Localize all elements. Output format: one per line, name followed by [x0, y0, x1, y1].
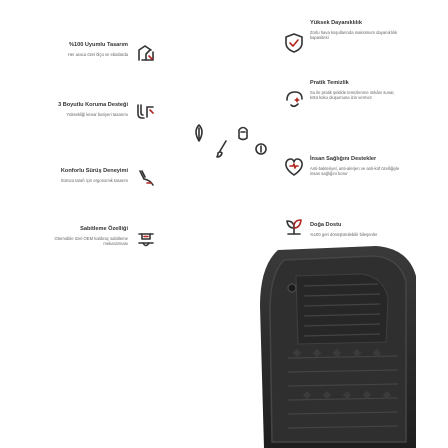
paw-icon — [236, 124, 250, 142]
right-feature-3-desc: Anti-bakteriyel, anti-alerjen ve anti-küf özelliğiyle insan sağlığını korur — [310, 166, 400, 177]
pen-ruler-icon — [136, 43, 156, 63]
left-feature-1-title: %100 Uyumlu Tasarım — [69, 42, 128, 48]
left-feature-4 — [44, 226, 128, 246]
right-feature-2-desc: Su ile pratik şekilde temizlenme imkânı sunar, kötü koku oluşumuna izin vermez — [310, 90, 395, 101]
durability-shield-icon — [283, 32, 305, 54]
left-feature-3 — [44, 168, 128, 183]
right-feature-1 — [310, 20, 402, 40]
car-floor-mat-image — [258, 246, 418, 448]
left-feature-4-title: Sabitleme Özelliği — [80, 226, 128, 232]
left-feature-3-desc: Sürücü tarafı için ergonomik tasarım — [60, 178, 128, 183]
right-feature-1-title: Yüksek Dayanıklılık — [310, 20, 362, 26]
right-feature-4-desc: %100 geri dönüştürülebilir bileşenler — [310, 232, 378, 237]
right-feature-4 — [310, 222, 402, 237]
right-feature-2-title: Pratik Temizlik — [310, 80, 349, 86]
right-feature-1-desc: Zorlu hava koşullarında maksimum dayanıklılık kapasitesi — [310, 30, 398, 41]
right-feature-3-title: İnsan Sağlığını Destekler — [310, 156, 377, 162]
recycle-eco-icon — [283, 216, 305, 238]
left-feature-3-title: Konforlu Sürüş Deneyimi — [60, 168, 128, 174]
left-feature-4-desc: Otomobile özel OEM kaldıraç sabitleme mekanizması — [54, 236, 128, 247]
left-feature-2-desc: Yüksekliği kenar bariyeri tasarımı — [66, 112, 128, 117]
right-feature-3 — [310, 156, 402, 176]
left-feature-1 — [44, 42, 128, 57]
left-feature-2-title: 3 Boyutlu Koruma Desteği — [58, 102, 128, 108]
clean-sparkle-icon — [283, 88, 305, 110]
left-feature-1-desc: Her araca özel ölçü ve ebatlarda — [67, 52, 128, 57]
brush-icon — [216, 140, 230, 158]
right-feature-4-title: Doğa Dostu — [310, 222, 342, 228]
fastener-icon — [136, 230, 156, 250]
leaf-icon — [192, 124, 206, 142]
foot-pedal-icon — [136, 168, 156, 188]
right-feature-2 — [310, 80, 402, 100]
scissors-icon — [254, 140, 268, 158]
left-feature-2 — [44, 102, 128, 117]
health-heart-icon — [283, 156, 305, 178]
u-barrier-icon — [136, 101, 156, 121]
